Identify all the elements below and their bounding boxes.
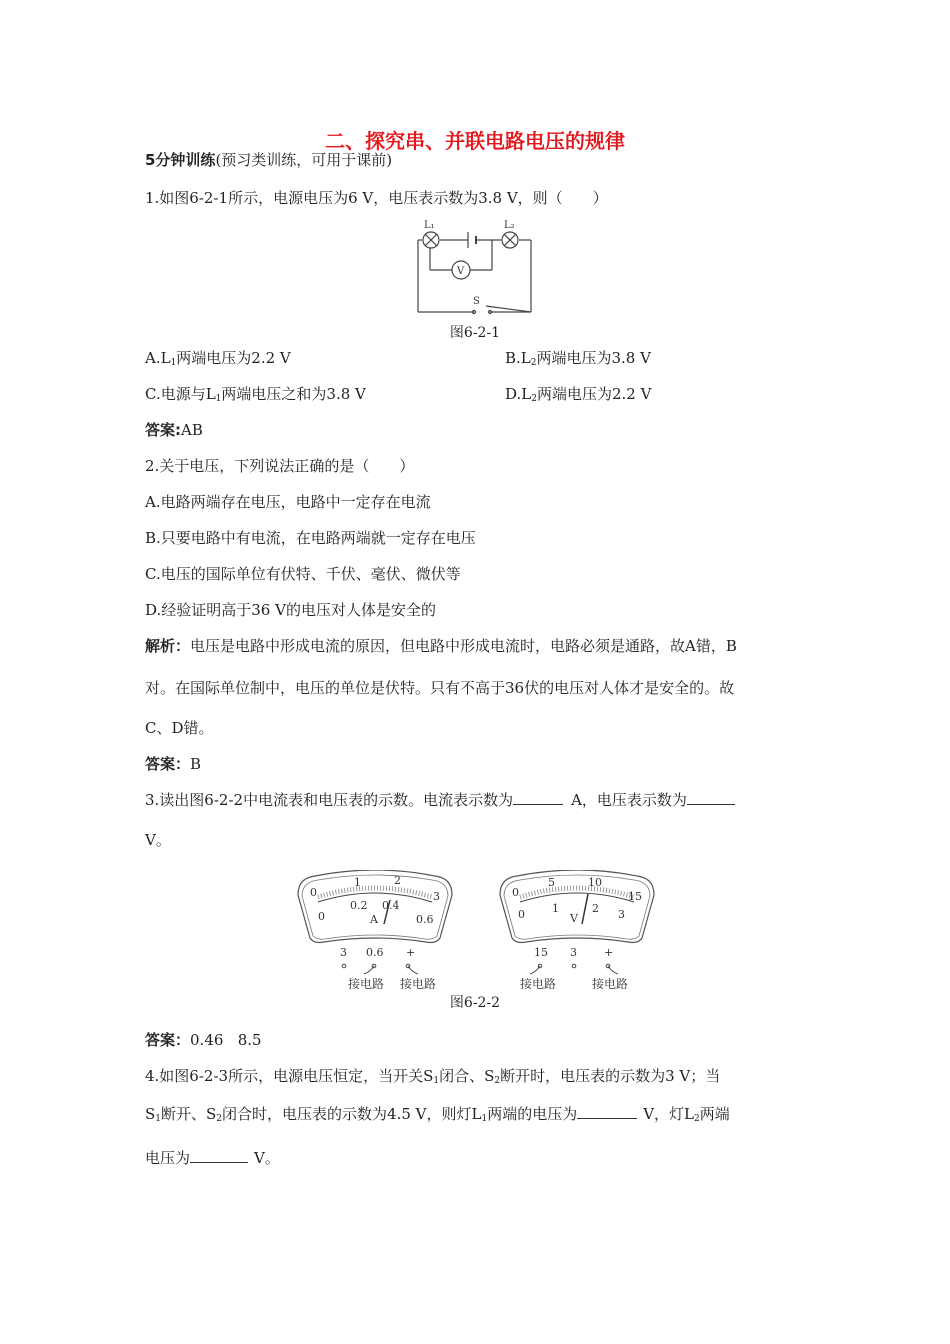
text: 闭合、S [439, 1067, 495, 1085]
ammeter-outer-0: 0 [310, 886, 317, 899]
l1-label: L₁ [424, 220, 435, 231]
ammeter-inner-0: 0 [318, 910, 325, 923]
text: C.电源与L [145, 385, 216, 403]
q2-stem [145, 456, 414, 476]
text: 两端电压之和为3.8 V [221, 385, 366, 403]
meters-figure-6-2-2 [290, 870, 660, 994]
text: 断开、S [161, 1105, 217, 1123]
subscript: 1 [481, 1114, 488, 1124]
section-note: (预习类训练，可用于课前) [215, 151, 393, 169]
q2-option-d: D.经验证明高于36 V的电压对人体是安全的 [145, 601, 436, 619]
text: 两端电压为2.2 V [176, 349, 291, 367]
q3-stem-text: 3.读出图6-2-2中电流表和电压表的示数。电流表示数为 [145, 791, 514, 809]
q2-stem-text: 2.关于电压，下列说法正确的是（ [145, 457, 370, 475]
answer-blank [190, 1148, 248, 1163]
q2-analysis-line-3: C、D错。 [145, 719, 214, 737]
subscript: 1 [155, 1114, 162, 1124]
text: 两端的电压为 [487, 1105, 578, 1123]
text: S [145, 1105, 156, 1123]
q3-answer [145, 1030, 262, 1050]
text: V。 [254, 1149, 280, 1167]
voltmeter-wire-label: 接电路 [520, 977, 557, 991]
subscript: 2 [494, 1076, 501, 1086]
l2-label: L₂ [504, 220, 515, 231]
ammeter-terminal-plus: + [406, 946, 416, 959]
q1-stem [145, 188, 608, 208]
voltmeter-inner-2: 2 [592, 902, 599, 915]
text: 4.如图6-2-3所示，电源电压恒定，当开关S [145, 1067, 434, 1085]
q3-stem [145, 790, 735, 810]
text: V，灯L [643, 1105, 694, 1123]
answer-label: 答案： [145, 755, 191, 773]
text: B.L [505, 349, 531, 367]
text: 两端电压为3.8 V [536, 349, 651, 367]
subscript: 1 [170, 358, 177, 368]
voltmeter-inner-3: 3 [618, 908, 625, 921]
voltmeter-inner-0: 0 [518, 908, 525, 921]
answer-label: 答案： [145, 1031, 191, 1049]
q2-analysis-line-2: 对。在国际单位制中，电压的单位是伏特。只有不高于36伏的电压对人体才是安全的。故 [145, 679, 735, 697]
subscript: 2 [530, 358, 537, 368]
s-label: S [473, 296, 480, 307]
q4-line-1 [145, 1066, 720, 1091]
section-heading [145, 150, 392, 170]
ammeter-unit: A [370, 913, 378, 926]
q1-answer [145, 420, 203, 440]
voltmeter-outer-15: 15 [628, 890, 642, 903]
q2-option-b: B.只要电路中有电流，在电路两端就一定存在电压 [145, 529, 476, 547]
q3-stem-end: V。 [145, 831, 171, 849]
q4-line-3 [145, 1148, 280, 1168]
analysis-label: 解析： [145, 637, 191, 655]
text: 两端 [699, 1105, 730, 1123]
answer-value: AB [181, 421, 203, 439]
ammeter-wire-label: 接电路 [400, 977, 437, 991]
voltmeter [500, 870, 654, 991]
text: 闭合时，电压表的示数为4.5 V，则灯L [222, 1105, 482, 1123]
answer-blank [577, 1104, 637, 1119]
ammeter-terminal-0-6: 0.6 [366, 946, 384, 959]
voltmeter-outer-0: 0 [512, 886, 519, 899]
voltmeter-terminal-15: 15 [534, 946, 548, 959]
subscript: 2 [216, 1114, 223, 1124]
text: A.L [145, 349, 171, 367]
q2-option-c: C.电压的国际单位有伏特、千伏、毫伏、微伏等 [145, 565, 461, 583]
circuit-figure-6-2-1 [410, 218, 540, 318]
q1-option-a [145, 348, 291, 373]
v-label: V [457, 266, 465, 277]
answer-value: B [190, 755, 202, 773]
ammeter-terminal-3: 3 [340, 946, 347, 959]
q3-stem-text: A，电压表示数为 [571, 791, 687, 809]
q1-option-b [505, 348, 651, 373]
voltmeter-inner-1: 1 [552, 902, 559, 915]
figure-caption-6-2-2: 图6-2-2 [449, 995, 501, 1011]
ammeter-inner-3: 0.6 [416, 913, 434, 926]
page-title: 二、探究串、并联电路电压的规律 [325, 129, 625, 153]
subscript: 2 [694, 1114, 700, 1124]
text: 断开时，电压表的示数为3 V；当 [500, 1067, 721, 1085]
text: D.L [505, 385, 532, 403]
voltmeter-terminal-plus: + [604, 946, 614, 959]
q1-option-d [505, 384, 651, 409]
voltmeter-outer-10: 10 [588, 876, 602, 889]
text: 两端电压为2.2 V [536, 385, 652, 403]
answer-blank [513, 790, 563, 805]
ammeter-wire-label: 接电路 [348, 977, 385, 991]
answer-blank [687, 790, 735, 805]
answer-value: 0.46 8.5 [190, 1031, 262, 1049]
q2-answer [145, 754, 201, 774]
ammeter-inner-1: 0.2 [350, 899, 368, 912]
voltmeter-terminal-3: 3 [570, 946, 577, 959]
subscript: 2 [531, 394, 537, 404]
q2-option-a: A.电路两端存在电压，电路中一定存在电流 [145, 493, 431, 511]
voltmeter-wire-label: 接电路 [592, 977, 629, 991]
q1-stem-text: 1.如图6-2-1所示，电源电压为6 V，电压表示数为3.8 V，则（ [145, 189, 563, 207]
subscript: 1 [433, 1076, 440, 1086]
q2-stem-close: ） [399, 457, 415, 475]
subscript: 1 [215, 394, 222, 404]
ammeter-outer-3: 3 [433, 890, 440, 903]
q1-stem-close: ） [592, 189, 608, 207]
ammeter-inner-2: 0.4 [382, 899, 400, 912]
ammeter-outer-1: 1 [354, 876, 361, 889]
q2-analysis-line-1 [145, 636, 737, 656]
q1-option-c [145, 384, 366, 409]
analysis-text: 电压是电路中形成电流的原因，但电路中形成电流时，电路必须是通路，故A错，B [190, 637, 737, 655]
voltmeter-outer-5: 5 [548, 876, 555, 889]
voltmeter-unit: V [570, 912, 578, 925]
answer-label: 答案: [145, 421, 181, 439]
ammeter [298, 870, 452, 991]
text: 电压为 [145, 1149, 191, 1167]
figure-caption-6-2-1: 图6-2-1 [449, 325, 501, 341]
section-label: 5分钟训练 [145, 151, 216, 169]
ammeter-outer-2: 2 [394, 874, 401, 887]
q4-line-2 [145, 1104, 730, 1129]
